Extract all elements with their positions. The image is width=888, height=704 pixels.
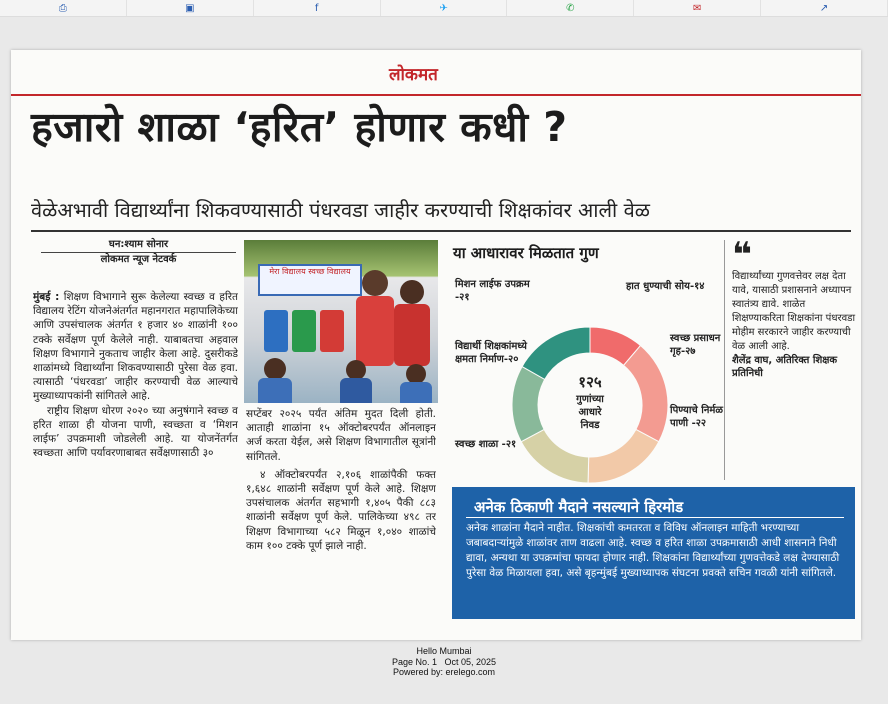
byline-name: घन:श्याम सोनार (108, 239, 169, 250)
donut-hole (538, 353, 642, 457)
quote-icon: ❝ (732, 235, 752, 275)
dustbin-green (292, 310, 316, 352)
article-paragraph: सप्टेंबर २०२५ पर्यंत अंतिम मुदत दिली होती. आताही शाळांना १५ ऑक्टोबरपर्यंत ऑनलाइन अर्ज करता येईल, असे शिक्षण विभागातील सूत्रांनी सांगितले. (246, 408, 436, 463)
student-figure (264, 358, 286, 380)
save-button[interactable] (127, 0, 254, 16)
pull-quote (732, 235, 857, 380)
article-paragraph: शिक्षण विभागाने सुरू केलेल्या स्वच्छ व हरित विद्यालय रेटिंग योजनेअंतर्गत महानगरात महापालिकेच्या आणि उपसंचालक अंतर्गत १ हजार ४० शाळांनी १०० टक्के सर्वेक्षण पूर्ण केलेले नाही. याबाबतचा अहवाल शिक्षण विभागाने नुकताच जाहीर केला आहे. दुसरीकडे शाळांमध्ये विद्यार्थ्यांना शिकवण्यासाठी पुरेसा वेळ हवा. त्यासाठी ‘पंधरवडा’ जाहीर करण्याची वेळ आल्याचे मुख्याध्यापकांनी सांगितले आहे. (33, 291, 238, 403)
segment-label-drinking-water: पिण्याचे निर्मळ पाणी -२२ (670, 405, 723, 429)
student-figure (400, 280, 424, 304)
score-donut (510, 325, 670, 485)
photo-sign: मेरा विद्यालय स्वच्छ विद्यालय (258, 264, 362, 296)
donut-total: १२५ (578, 373, 602, 391)
share-button[interactable] (761, 0, 888, 16)
powered-by-link[interactable]: Powered by: erelego.com (392, 667, 496, 677)
share-icon: ↗ (819, 2, 829, 14)
facebook-share-button[interactable] (254, 0, 381, 16)
segment-label-student-teacher: विद्यार्थी शिक्षकांमध्ये क्षमता निर्माण-२० (455, 341, 527, 365)
student-figure (340, 378, 372, 403)
byline-org: लोकमत न्यूज नेटवर्क (41, 252, 236, 267)
student-figure (258, 378, 292, 403)
lokmat-logo: लोकमत (389, 65, 438, 85)
email-icon: ✉ (693, 2, 702, 14)
page-number: Page No. 1 (391, 656, 437, 667)
facebook-icon: f (314, 2, 319, 14)
subheadline: वेळेअभावी विद्यार्थ्यांना शिकवण्यासाठी पंधरवडा जाहीर करण्याची शिक्षकांवर आली वेळ (31, 198, 650, 222)
email-share-button[interactable] (634, 0, 761, 16)
save-icon: ▣ (185, 2, 195, 14)
column-divider (724, 240, 725, 480)
whatsapp-share-button[interactable] (507, 0, 634, 16)
quote-attribution: शैलेंद्र वाघ, अतिरिक्त शिक्षक प्रतिनिधी (732, 355, 838, 379)
newspaper-clipping (11, 50, 861, 640)
student-figure (400, 382, 432, 403)
divider (31, 230, 851, 232)
edition-name: Hello Mumbai (416, 646, 472, 656)
share-toolbar (0, 0, 888, 17)
student-figure (356, 296, 394, 366)
student-figure (346, 360, 366, 380)
article-column-2 (246, 407, 436, 625)
article-column-1 (33, 290, 238, 620)
publish-date: Oct 05, 2025 (444, 656, 497, 667)
donut-center-text: निवड (580, 420, 600, 431)
headline: हजारो शाळा ‘हरित’ होणार कधी ? (31, 103, 568, 151)
twitter-icon: ✈ (439, 2, 448, 14)
segment-label-handwash: हात धुण्याची सोय-१४ (626, 281, 705, 292)
box-text: अनेक शाळांना मैदाने नाहीत. शिक्षकांची कमतरता व विविध ऑनलाइन माहिती भरण्याच्या जबाबदाऱ्यांमुळे शाळांवर ताण वाढला आहे. स्वच्छ व हरित शाळा उपक्रमासाठी आधी शासनाने निधी द्यावा, अन्यथा या उपक्रमांचा फायदा होणार नाही. शिक्षकांना विद्यार्थ्यांच्या गुणवत्तेकडे लक्ष देण्यासाठी पुरेसा वेळ मिळायला हवा, असे बृहन्मुंबई मुख्याध्यापक संघटना प्रवक्ते सचिन गवळी यांनी सांगितले. (466, 522, 840, 579)
whatsapp-icon: ✆ (566, 2, 575, 14)
box-divider (466, 517, 844, 518)
box-title: अनेक ठिकाणी मैदाने नसल्याने हिरमोड (474, 498, 684, 516)
twitter-share-button[interactable] (381, 0, 508, 16)
student-figure (394, 304, 430, 366)
masthead (11, 50, 861, 96)
dustbin-red (320, 310, 344, 352)
dustbin-blue (264, 310, 288, 352)
dateline: मुंबई : (33, 291, 60, 303)
school-photo (244, 240, 438, 403)
student-figure (406, 364, 426, 384)
print-button[interactable] (0, 0, 127, 16)
byline (41, 238, 236, 267)
article-paragraph: राष्ट्रीय शिक्षण धोरण २०२० च्या अनुषंगाने स्वच्छ व हरित शाळा ही योजना पाणी, स्वच्छता व ‘मिशन लाईफ’ उपक्रमाशी जोडलेली आहे. या योजनेंतर्गत स्वच्छता आणि पर्यावरणाबाबत सर्वेक्षणासाठी ३० (33, 404, 238, 460)
segment-label-mission-life: मिशन लाईफ उपक्रम -२१ (455, 279, 530, 303)
student-figure (362, 270, 388, 296)
page-footer (0, 646, 888, 678)
segment-label-clean-school: स्वच्छ शाळा -२१ (455, 439, 517, 450)
print-icon: ⎙ (58, 2, 67, 14)
quote-text: विद्यार्थ्यांच्या गुणवत्तेवर लक्ष देता यावे, यासाठी प्रशासनाने अध्यापन स्वातंत्र्य द्यावे. शाळेत शिक्षण्याकरिता शिक्षकांना पंधरवडा मोहीम सरकारने जाहीर करण्याची वेळ आली आहे. (732, 271, 856, 352)
sidebar-box (452, 487, 855, 619)
segment-label-toilet: स्वच्छ प्रसाधन गृह-२७ (670, 333, 721, 357)
article-paragraph: ४ ऑक्टोबरपर्यंत २,१०६ शाळांपैकी फक्त १,६४८ शाळांनी सर्वेक्षण पूर्ण केले आहे. शिक्षण उपसंचालक अंतर्गत सहभागी १,४०५ पैकी ८८३ शाळांनी सर्वेक्षण पूर्ण केले. पालिकेच्या ४९८ तर शिक्षण विभागाच्या ५८२ मिळून १,०४० शाळांचे काम १०० टक्के पूर्ण झाले नाही. (246, 468, 436, 552)
donut-center-text: गुणांच्या (576, 394, 604, 405)
donut-center-text: आधारे (578, 407, 602, 418)
graphic-title: या आधारावर मिळतात गुण (453, 244, 599, 262)
